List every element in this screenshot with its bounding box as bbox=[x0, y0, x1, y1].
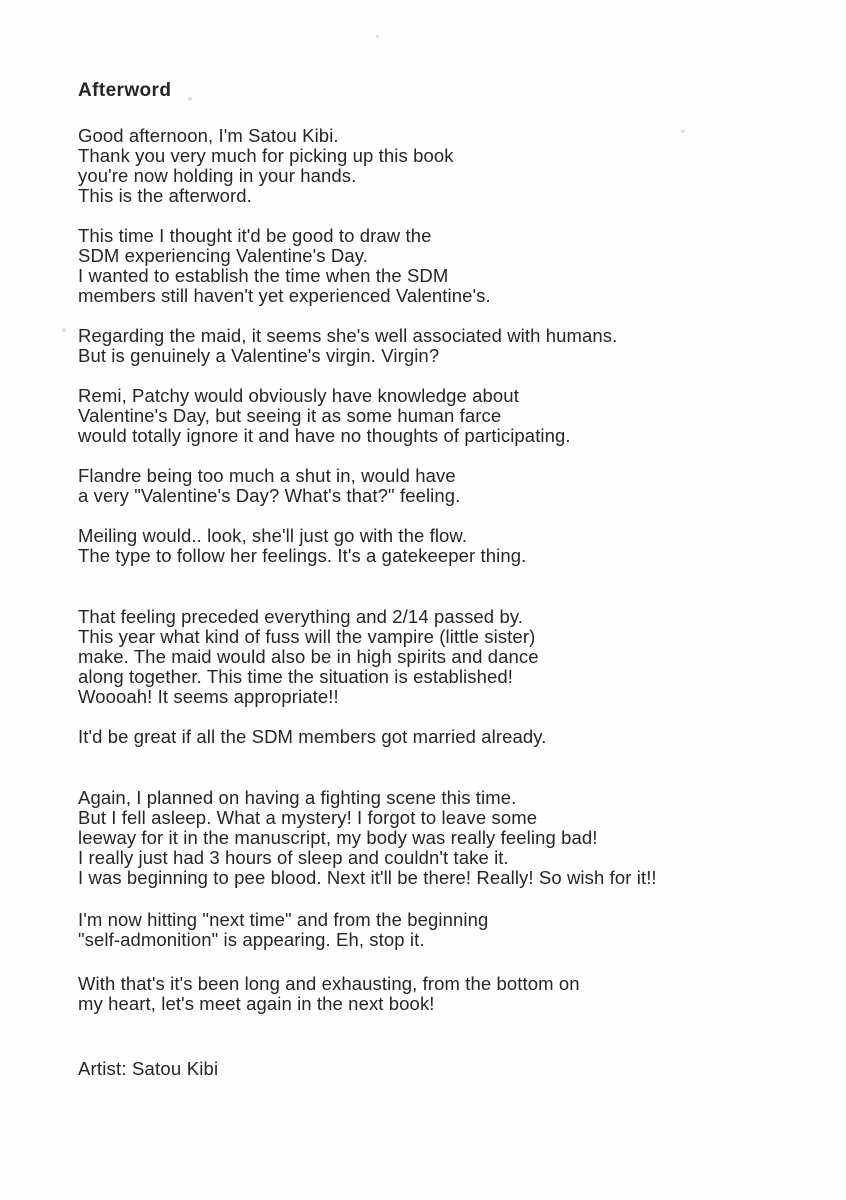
scan-speck bbox=[62, 328, 66, 332]
text-line: Good afternoon, I'm Satou Kibi. bbox=[78, 125, 339, 146]
text-line: With that's it's been long and exhausting, from the bottom on bbox=[78, 973, 580, 994]
text-line: I really just had 3 hours of sleep and couldn't take it. bbox=[78, 847, 509, 868]
scan-speck bbox=[188, 97, 192, 101]
paragraph bbox=[78, 326, 806, 366]
text-line: SDM experiencing Valentine's Day. bbox=[78, 245, 368, 266]
text-line: you're now holding in your hands. bbox=[78, 165, 357, 186]
text-line: This time I thought it'd be good to draw the bbox=[78, 225, 432, 246]
text-line: But is genuinely a Valentine's virgin. Virgin? bbox=[78, 345, 440, 366]
text-line: I'm now hitting "next time" and from the beginning bbox=[78, 909, 489, 930]
paragraph bbox=[78, 727, 806, 747]
text-line: This is the afterword. bbox=[78, 185, 252, 206]
text-line: would totally ignore it and have no thoughts of participating. bbox=[78, 425, 571, 446]
paragraph bbox=[78, 466, 806, 506]
text-line: "self-admonition" is appearing. Eh, stop it. bbox=[78, 929, 425, 950]
text-line: Remi, Patchy would obviously have knowledge about bbox=[78, 385, 519, 406]
artist-credit: Artist: Satou Kibi bbox=[78, 1058, 219, 1079]
text-line: It'd be great if all the SDM members got married already. bbox=[78, 726, 547, 747]
text-line: I wanted to establish the time when the SDM bbox=[78, 265, 449, 286]
scan-speck bbox=[376, 35, 379, 38]
text-line: Flandre being too much a shut in, would have bbox=[78, 465, 456, 486]
text-line: Regarding the maid, it seems she's well associated with humans. bbox=[78, 325, 618, 346]
text-line: Again, I planned on having a fighting scene this time. bbox=[78, 787, 517, 808]
paragraph bbox=[78, 386, 806, 446]
text-line: Thank you very much for picking up this book bbox=[78, 145, 454, 166]
paragraph bbox=[78, 126, 806, 206]
text-line: This year what kind of fuss will the vampire (little sister) bbox=[78, 626, 536, 647]
paragraph bbox=[78, 607, 806, 707]
text-line: my heart, let's meet again in the next book! bbox=[78, 993, 435, 1014]
page-content bbox=[78, 81, 806, 1079]
text-line: Valentine's Day, but seeing it as some human farce bbox=[78, 405, 502, 426]
scan-speck bbox=[681, 130, 685, 133]
text-line: members still haven't yet experienced Valentine's. bbox=[78, 285, 491, 306]
text-line: Woooah! It seems appropriate!! bbox=[78, 686, 339, 707]
page-title: Afterword bbox=[78, 80, 172, 101]
text-line: That feeling preceded everything and 2/14 passed by. bbox=[78, 606, 524, 627]
text-line: But I fell asleep. What a mystery! I forgot to leave some bbox=[78, 807, 538, 828]
paragraph bbox=[78, 226, 806, 306]
paragraph bbox=[78, 788, 806, 888]
text-line: I was beginning to pee blood. Next it'll be there! Really! So wish for it!! bbox=[78, 867, 657, 888]
paragraph bbox=[78, 526, 806, 566]
paragraph bbox=[78, 910, 806, 950]
text-line: a very "Valentine's Day? What's that?" feeling. bbox=[78, 485, 461, 506]
afterword-body bbox=[78, 126, 806, 1014]
text-line: leeway for it in the manuscript, my body was really feeling bad! bbox=[78, 827, 598, 848]
text-line: along together. This time the situation is established! bbox=[78, 666, 514, 687]
text-line: The type to follow her feelings. It's a gatekeeper thing. bbox=[78, 545, 527, 566]
text-line: Meiling would.. look, she'll just go with the flow. bbox=[78, 525, 468, 546]
paragraph bbox=[78, 974, 806, 1014]
text-line: make. The maid would also be in high spirits and dance bbox=[78, 646, 539, 667]
